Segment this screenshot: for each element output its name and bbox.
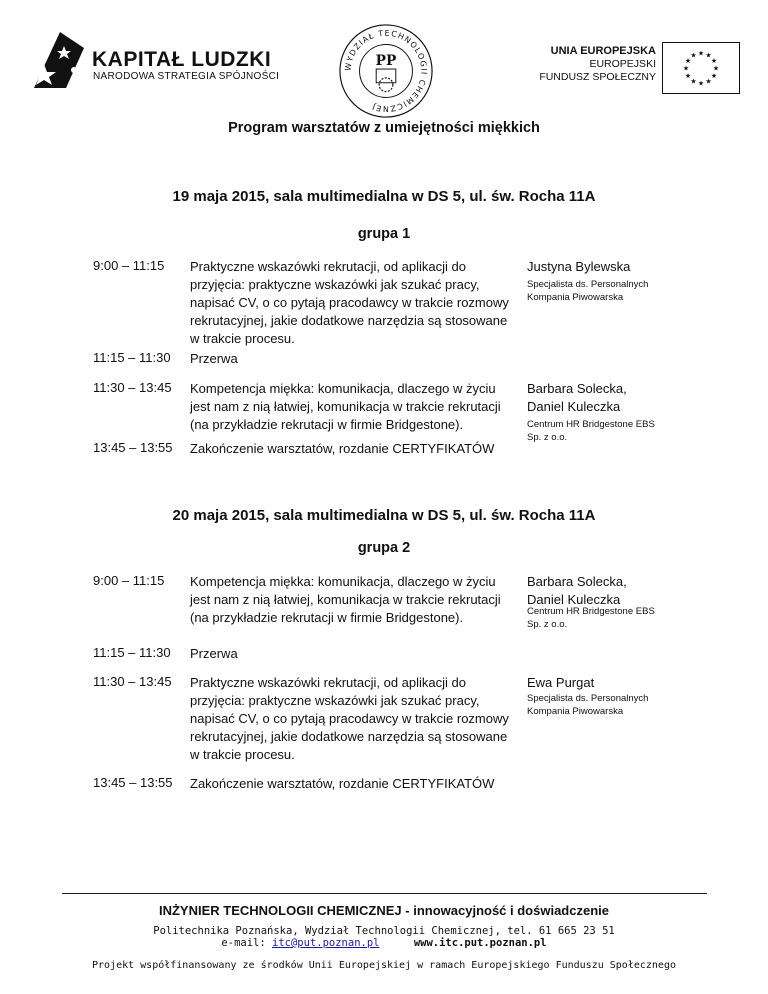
d2-row1-time: 9:00 – 11:15 bbox=[93, 573, 165, 588]
eu-star-icon: ★ bbox=[710, 57, 718, 65]
d1-row3-role-2: Sp. z o.o. bbox=[527, 432, 568, 443]
svg-text:WYDZIAŁ TECHNOLOGII CHEMICZNEJ bbox=[343, 29, 428, 114]
kapital-ludzki-title: KAPITAŁ LUDZKI bbox=[92, 48, 272, 71]
d2-row1-speaker-1: Barbara Solecka, bbox=[527, 574, 627, 589]
eu-star-icon: ★ bbox=[705, 77, 712, 86]
d2-row3-role-2: Kompania Piwowarska bbox=[527, 706, 624, 717]
footer-title: INŻYNIER TECHNOLOGII CHEMICZNEJ - innowacyjność i doświadczenie bbox=[158, 903, 609, 918]
d1-row1-speaker: Justyna Bylewska bbox=[527, 259, 631, 274]
d1-row3-time: 11:30 – 13:45 bbox=[93, 380, 172, 395]
d2-row1-role-1: Centrum HR Bridgestone EBS bbox=[527, 606, 655, 617]
eu-line-1: UNIA EUROPEJSKA bbox=[550, 45, 656, 57]
document-title: Program warsztatów z umiejętności miękkich bbox=[228, 120, 540, 136]
footer-divider bbox=[62, 893, 707, 894]
d1-row3-speaker-1: Barbara Solecka, bbox=[527, 381, 627, 396]
seal-text: WYDZIAŁ TECHNOLOGII CHEMICZNEJ bbox=[343, 28, 429, 114]
day1-heading: 19 maja 2015, sala multimedialna w DS 5, ul. św. Rocha 11A bbox=[172, 188, 596, 205]
eu-star-icon: ★ bbox=[712, 64, 720, 73]
d2-row2-desc: Przerwa bbox=[190, 646, 238, 661]
faculty-seal-icon bbox=[337, 22, 435, 120]
d1-row1-desc: Praktyczne wskazówki rekrutacji, od aplikacji do przyjęcia: praktyczne wskazówki jak szukać pracy, napisać CV, o co pytają pracodawcy w trakcie rozmowy rekrutacyjnej, jakie dodatkowe narzędzia są stosowane w trakcie procesu. bbox=[190, 259, 509, 346]
footer-address: Politechnika Poznańska, Wydział Technologii Chemicznej, tel. 61 665 23 51 bbox=[153, 925, 615, 937]
d2-row1-speaker-2: Daniel Kuleczka bbox=[527, 592, 621, 607]
eu-star-icon: ★ bbox=[710, 72, 718, 80]
eu-star-icon: ★ bbox=[697, 49, 705, 58]
d1-row2-time: 11:15 – 11:30 bbox=[93, 350, 171, 365]
kapital-ludzki-subtitle: NARODOWA STRATEGIA SPÓJNOŚCI bbox=[93, 71, 280, 82]
d1-row4-time: 13:45 – 13:55 bbox=[93, 440, 173, 455]
footer-project-note: Projekt współfinansowany ze środków Unii Europejskiej w ramach Europejskiego Funduszu Społecznego bbox=[92, 960, 676, 971]
d1-row2-desc: Przerwa bbox=[190, 351, 238, 366]
d2-row1-role-2: Sp. z o.o. bbox=[527, 619, 568, 630]
d2-row2-time: 11:15 – 11:30 bbox=[93, 645, 171, 660]
eu-star-icon: ★ bbox=[690, 77, 697, 86]
footer-email-label: e-mail: bbox=[221, 937, 266, 949]
day2-heading: 20 maja 2015, sala multimedialna w DS 5, ul. św. Rocha 11A bbox=[172, 507, 596, 524]
d2-row3-time: 11:30 – 13:45 bbox=[93, 674, 172, 689]
d1-row1-time: 9:00 – 11:15 bbox=[93, 258, 165, 273]
eu-flag-icon bbox=[662, 42, 740, 94]
footer-contact bbox=[0, 937, 768, 949]
seal-monogram: PP bbox=[375, 53, 397, 70]
eu-star-icon: ★ bbox=[684, 72, 692, 80]
d1-row3-desc: Kompetencja miękka: komunikacja, dlaczego w życiu jest nam z nią łatwiej, komunikacja w trakcie rekrutacji (na przykładzie rekrutacji w firmie Bridgestone). bbox=[190, 381, 501, 432]
day2-group: grupa 2 bbox=[357, 540, 411, 556]
d2-row3-speaker: Ewa Purgat bbox=[527, 675, 595, 690]
eu-star-icon: ★ bbox=[690, 51, 697, 60]
eu-star-icon: ★ bbox=[697, 79, 705, 88]
d1-row3-role-1: Centrum HR Bridgestone EBS bbox=[527, 419, 655, 430]
footer-email-link[interactable]: itc@put.poznan.pl bbox=[272, 937, 380, 949]
eu-star-icon: ★ bbox=[684, 57, 692, 65]
d1-row1-role-2: Kompania Piwowarska bbox=[527, 292, 624, 303]
kapital-ludzki-logo-icon bbox=[30, 30, 86, 90]
d2-row4-time: 13:45 – 13:55 bbox=[93, 775, 173, 790]
footer-website[interactable]: www.itc.put.poznan.pl bbox=[413, 937, 547, 949]
d2-row3-role-1: Specjalista ds. Personalnych bbox=[527, 693, 649, 704]
d1-row4-desc: Zakończenie warsztatów, rozdanie CERTYFIKATÓW bbox=[190, 441, 495, 456]
eu-line-2: EUROPEJSKI bbox=[589, 58, 656, 70]
d1-row3-speaker-2: Daniel Kuleczka bbox=[527, 399, 621, 414]
eu-line-3: FUNDUSZ SPOŁECZNY bbox=[539, 71, 656, 83]
d2-row3-desc: Praktyczne wskazówki rekrutacji, od aplikacji do przyjęcia: praktyczne wskazówki jak szukać pracy, napisać CV, o co pytają pracodawcy w trakcie rozmowy rekrutacyjnej, jakie dodatkowe narzędzia są stosowane w trakcie procesu. bbox=[190, 675, 509, 762]
eu-text-block bbox=[539, 45, 656, 84]
d1-row1-role-1: Specjalista ds. Personalnych bbox=[527, 279, 649, 290]
d2-row4-desc: Zakończenie warsztatów, rozdanie CERTYFIKATÓW bbox=[190, 776, 495, 791]
eu-star-icon: ★ bbox=[705, 51, 712, 60]
d2-row1-desc: Kompetencja miękka: komunikacja, dlaczego w życiu jest nam z nią łatwiej, komunikacja w trakcie rekrutacji (na przykładzie rekrutacji w firmie Bridgestone). bbox=[190, 574, 501, 625]
eu-star-icon: ★ bbox=[682, 64, 690, 73]
day1-group: grupa 1 bbox=[357, 226, 411, 242]
